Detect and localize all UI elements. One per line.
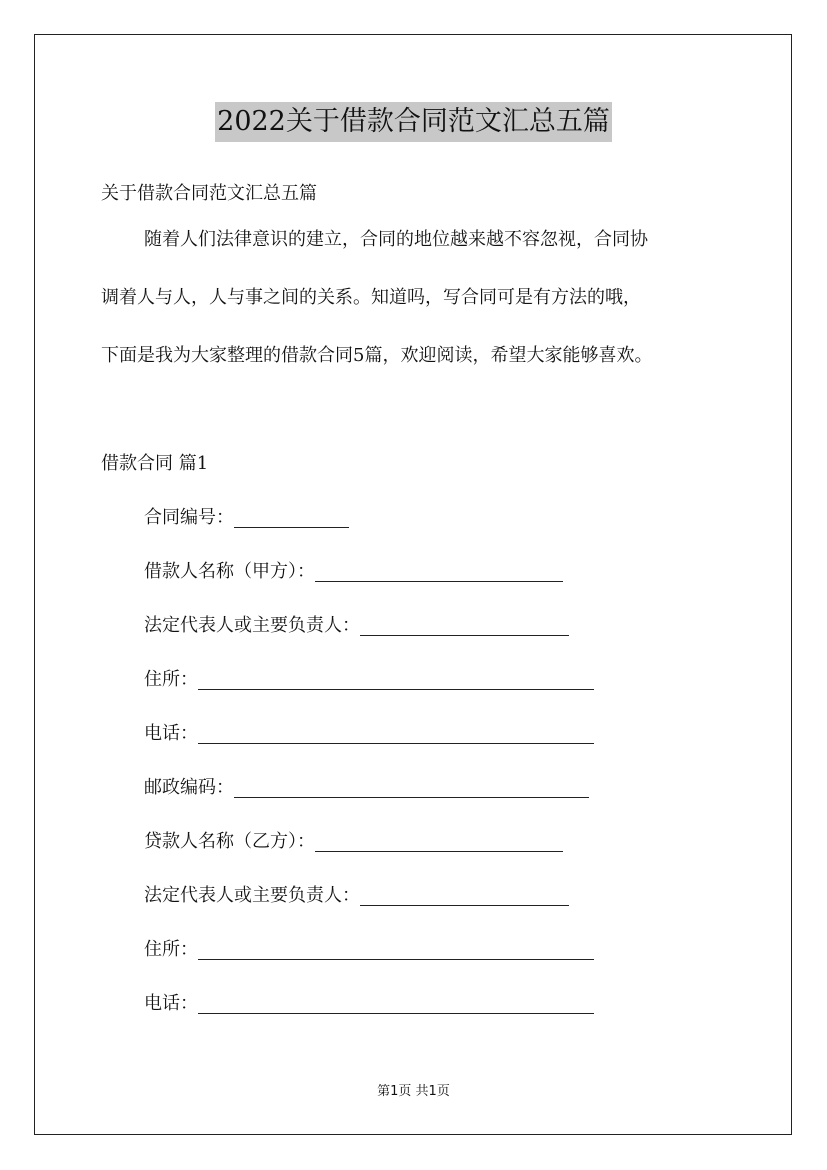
contract-fields xyxy=(144,504,594,1044)
page-footer: 第1页 共1页 xyxy=(377,1084,450,1099)
field-label: 邮政编码： xyxy=(144,777,234,798)
document-subtitle: 关于借款合同范文汇总五篇 xyxy=(101,183,317,204)
field-label: 法定代表人或主要负责人： xyxy=(144,615,360,636)
field-label: 电话： xyxy=(144,723,198,744)
blank-line xyxy=(198,669,594,690)
section-heading: 借款合同 篇1 xyxy=(101,453,209,474)
field-label: 法定代表人或主要负责人： xyxy=(144,885,360,906)
field-lender-address xyxy=(144,936,594,964)
field-borrower-name xyxy=(144,558,594,586)
intro-paragraph xyxy=(101,226,751,400)
field-borrower-address xyxy=(144,666,594,694)
field-borrower-representative xyxy=(144,612,594,640)
blank-line xyxy=(315,561,563,582)
blank-line xyxy=(234,507,349,528)
field-lender-phone xyxy=(144,990,594,1018)
blank-line xyxy=(360,615,569,636)
intro-line: 随着人们法律意识的建立，合同的地位越来越不容忽视，合同协 xyxy=(144,229,648,250)
field-lender-name xyxy=(144,828,594,856)
blank-line xyxy=(198,723,594,744)
blank-line xyxy=(198,993,594,1014)
document-title: 2022关于借款合同范文汇总五篇 xyxy=(215,102,612,142)
title-container xyxy=(0,102,827,142)
field-label: 贷款人名称（乙方）： xyxy=(144,831,315,852)
field-label: 电话： xyxy=(144,993,198,1014)
field-borrower-postcode xyxy=(144,774,594,802)
field-label: 住所： xyxy=(144,939,198,960)
blank-line xyxy=(198,939,594,960)
blank-line xyxy=(234,777,589,798)
field-contract-number xyxy=(144,504,594,532)
blank-line xyxy=(315,831,563,852)
field-label: 合同编号： xyxy=(144,507,234,528)
blank-line xyxy=(360,885,569,906)
intro-line: 下面是我为大家整理的借款合同5篇，欢迎阅读，希望大家能够喜欢。 xyxy=(101,345,653,366)
intro-line: 调着人与人，人与事之间的关系。知道吗，写合同可是有方法的哦， xyxy=(101,287,641,308)
field-label: 借款人名称（甲方）： xyxy=(144,561,315,582)
field-lender-representative xyxy=(144,882,594,910)
field-label: 住所： xyxy=(144,669,198,690)
field-borrower-phone xyxy=(144,720,594,748)
